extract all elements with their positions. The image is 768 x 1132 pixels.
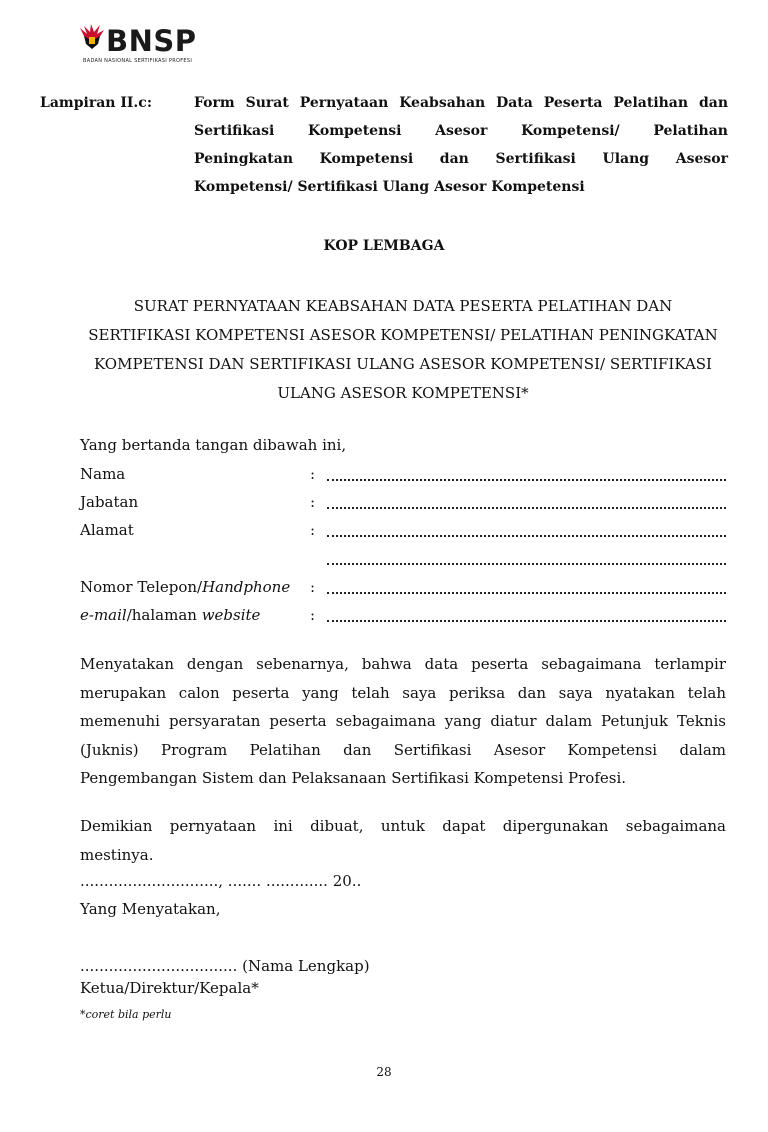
closing-paragraph (80, 812, 726, 869)
fill-line (327, 535, 726, 537)
paragraph-line: Menyatakan dengan sebenarnya, bahwa data peserta sebagaimana terlampir (80, 655, 726, 673)
fill-line (327, 563, 726, 565)
logo-subtitle: BADAN NASIONAL SERTIFIKASI PROFESI (83, 58, 193, 64)
field-colon: : (310, 578, 316, 596)
statement-paragraph (80, 650, 726, 793)
fill-line (327, 479, 726, 481)
field-alamat (80, 521, 726, 543)
attachment-title-line: Form Surat Pernyataan Keabsahan Data Peserta Pelatihan dan (194, 95, 728, 111)
paragraph-line: (Juknis) Program Pelatihan dan Sertifikasi Asesor Kompetensi dalam (80, 740, 726, 759)
paragraph-line: Pengembangan Sistem dan Pelaksanaan Sertifikasi Kompetensi Profesi. (80, 769, 627, 787)
kop-lembaga: KOP LEMBAGA (323, 238, 445, 254)
paragraph-line: Demikian pernyataan ini dibuat, untuk dapat dipergunakan sebagaimana (80, 817, 726, 835)
letter-title (70, 292, 736, 408)
field-label: Jabatan (80, 493, 139, 511)
field-label: Alamat (80, 521, 134, 539)
letter-title-line: KOMPETENSI DAN SERTIFIKASI ULANG ASESOR KOMPETENSI/ SERTIFIKASI (94, 355, 712, 373)
footnote: *coret bila perlu (80, 1008, 172, 1021)
intro-text: Yang bertanda tangan dibawah ini, (80, 436, 347, 454)
date-line: ............................., ....... ............. 20.. (80, 872, 362, 890)
attachment-title-line: Sertifikasi Kompetensi Asesor Kompetensi/ Pelatihan (194, 123, 728, 139)
letter-title-line: SURAT PERNYATAAN KEABSAHAN DATA PESERTA PELATIHAN DAN (133, 297, 673, 315)
paragraph-line: mestinya. (80, 845, 154, 864)
field-colon: : (310, 606, 316, 624)
field-label: Nama (80, 465, 126, 483)
field-colon: : (310, 493, 316, 511)
attachment-title-line: Kompetensi/ Sertifikasi Ulang Asesor Kompetensi (194, 179, 585, 195)
letter-title-line: SERTIFIKASI KOMPETENSI ASESOR KOMPETENSI/ PELATIHAN PENINGKATAN (88, 326, 718, 344)
fill-line (327, 620, 726, 622)
attachment-label: Lampiran II.c: (40, 95, 152, 111)
field-nama (80, 465, 726, 487)
paragraph-line: memenuhi persyaratan peserta sebagaimana yang diatur dalam Petunjuk Teknis (80, 712, 726, 730)
logo-brand: BNSP (106, 24, 197, 58)
signer-intro: Yang Menyatakan, (80, 900, 221, 918)
fill-line (327, 592, 726, 594)
field-telepon (80, 578, 726, 600)
letter-title-line: ULANG ASESOR KOMPETENSI* (277, 384, 529, 402)
field-email (80, 606, 726, 628)
fill-line (327, 507, 726, 509)
field-label: e-mail/halaman website (80, 606, 261, 624)
field-alamat-continued (80, 549, 726, 571)
field-colon: : (310, 465, 316, 483)
field-jabatan (80, 493, 726, 515)
page-number: 28 (376, 1065, 392, 1079)
signature-name: ................................. (Nama Lengkap) (80, 957, 370, 975)
field-label: Nomor Telepon/Handphone (80, 578, 291, 596)
signer-role: Ketua/Direktur/Kepala* (80, 979, 259, 997)
paragraph-line: merupakan calon peserta yang telah saya periksa dan saya nyatakan telah (80, 683, 726, 702)
garuda-emblem-icon (78, 22, 106, 54)
attachment-title-line: Peningkatan Kompetensi dan Sertifikasi Ulang Asesor (194, 151, 728, 167)
field-colon: : (310, 521, 316, 539)
